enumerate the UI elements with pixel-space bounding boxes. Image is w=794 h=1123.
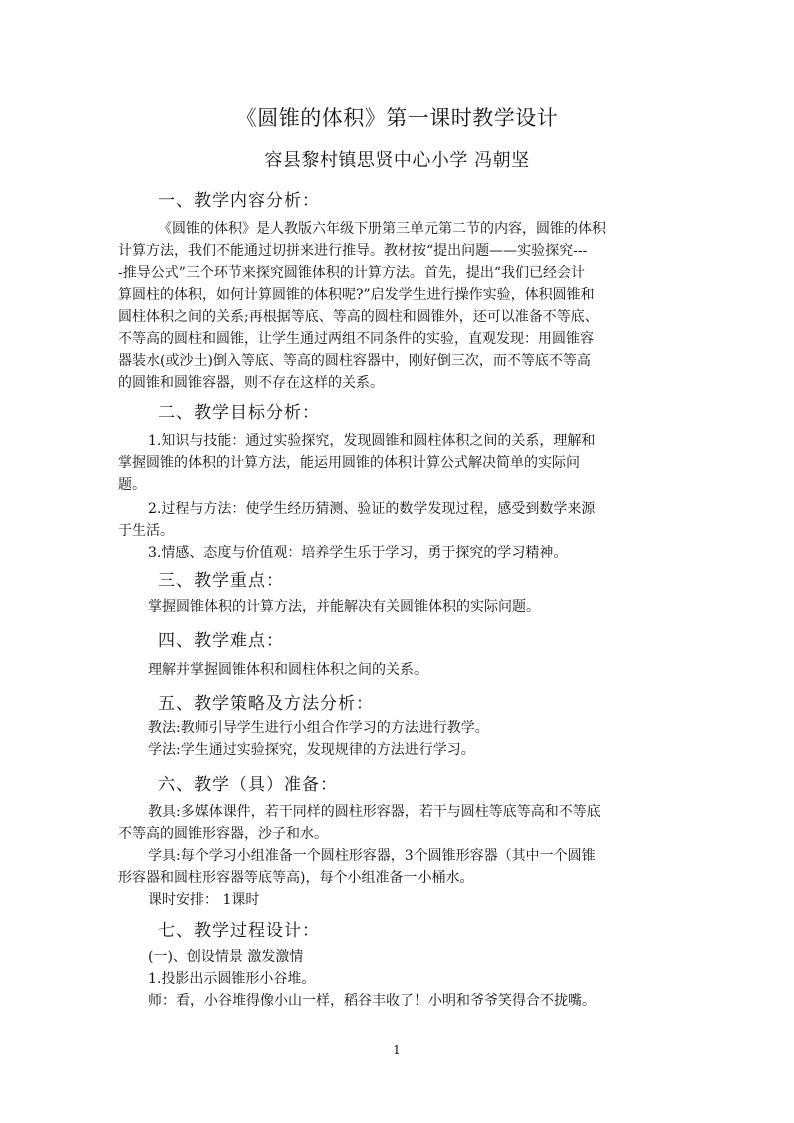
section-5-heading: 五、教学策略及方法分析： <box>158 694 374 714</box>
section-1-paragraph <box>118 218 674 394</box>
section-7-heading: 七、教学过程设计： <box>158 921 320 941</box>
section-3-body <box>118 596 674 618</box>
section-3-heading: 三、教学重点： <box>158 571 284 591</box>
section-6-heading: 六、教学（具）准备： <box>158 775 338 795</box>
learning-method: 学法:学生通过实验探究，发现规律的方法进行学习。 <box>148 742 475 758</box>
paragraph-line: 算圆柱的体积，如何计算圆锥的体积呢?”启发学生进行操作实验，体积圆锥和 <box>118 287 595 303</box>
section-5-body <box>118 717 674 761</box>
section-2-heading: 二、教学目标分析： <box>158 403 320 423</box>
section-6-body <box>118 801 674 911</box>
page-number: 1 <box>393 1043 401 1057</box>
section-1-heading: 一、教学内容分析： <box>158 191 320 211</box>
objective-2-line: 于生活。 <box>118 523 174 539</box>
class-schedule: 课时安排： 1课时 <box>148 892 260 908</box>
objective-1-line: 1.知识与技能：通过实验探究，发现圆锥和圆柱体积之间的关系，理解和 <box>148 433 596 449</box>
paragraph-line: 器装水(或沙土)倒入等底、等高的圆柱容器中，刚好倒三次，而不等底不等高 <box>118 353 591 369</box>
key-point-text: 掌握圆锥体积的计算方法，并能解决有关圆锥体积的实际问题。 <box>148 599 540 615</box>
paragraph-line: -推导公式”三个环节来探究圆锥体积的计算方法。首先，提出“我们已经会计 <box>118 265 586 281</box>
step-line: 1.投影出示圆锥形小谷堆。 <box>148 971 316 987</box>
document-title: 《圆锥的体积》第一课时教学设计 <box>235 106 559 130</box>
dialogue-line: 师：看，小谷堆得像小山一样，稻谷丰收了！小明和爷爷笑得合不拢嘴。 <box>148 993 596 1009</box>
objective-1-line: 题。 <box>118 477 146 493</box>
section-4-body <box>118 659 674 681</box>
section-2-body <box>118 430 674 564</box>
paragraph-line: 计算方法，我们不能通过切拼来进行推导。教材按“提出问题——实验探究--- <box>118 243 588 259</box>
teacher-tools-line: 不等高的圆锥形容器，沙子和水。 <box>118 826 328 842</box>
teaching-method: 教法:教师引导学生进行小组合作学习的方法进行教学。 <box>148 720 489 736</box>
student-tools-line: 学具:每个学习小组准备一个圆柱形容器，3个圆锥形容器（其中一个圆锥 <box>148 848 596 864</box>
objective-3-line: 3.情感、态度与价值观：培养学生乐于学习，勇于探究的学习精神。 <box>148 545 568 561</box>
teacher-tools-line: 教具:多媒体课件，若干同样的圆柱形容器，若干与圆柱等底等高和不等底 <box>148 804 601 820</box>
paragraph-line: 圆柱体积之间的关系;再根据等底、等高的圆柱和圆锥外，还可以准备不等底、 <box>118 309 599 325</box>
paragraph-line: 不等高的圆柱和圆锥，让学生通过两组不同条件的实验，直观发现：用圆锥容 <box>118 331 594 347</box>
objective-2-line: 2.过程与方法：使学生经历猜测、验证的数学发现过程，感受到数学来源 <box>148 501 596 517</box>
difficulty-text: 理解并掌握圆锥体积和圆柱体积之间的关系。 <box>148 662 428 678</box>
author-line: 容县黎村镇思贤中心小学 冯朝坚 <box>264 150 530 171</box>
paragraph-line: 《圆锥的体积》是人教版六年级下册第三单元第二节的内容，圆锥的体积 <box>158 221 606 237</box>
objective-1-line: 掌握圆锥的体积的计算方法，能运用圆锥的体积计算公式解决简单的实际问 <box>118 455 580 471</box>
student-tools-line: 形容器和圆柱形容器等底等高)，每个小组准备一小桶水。 <box>118 870 474 886</box>
section-4-heading: 四、教学难点： <box>158 631 284 651</box>
subsection-title: (一)、创设情景 激发激情 <box>148 949 304 965</box>
paragraph-line: 的圆锥和圆锥容器，则不存在这样的关系。 <box>118 375 384 391</box>
section-7-body <box>118 946 674 1012</box>
